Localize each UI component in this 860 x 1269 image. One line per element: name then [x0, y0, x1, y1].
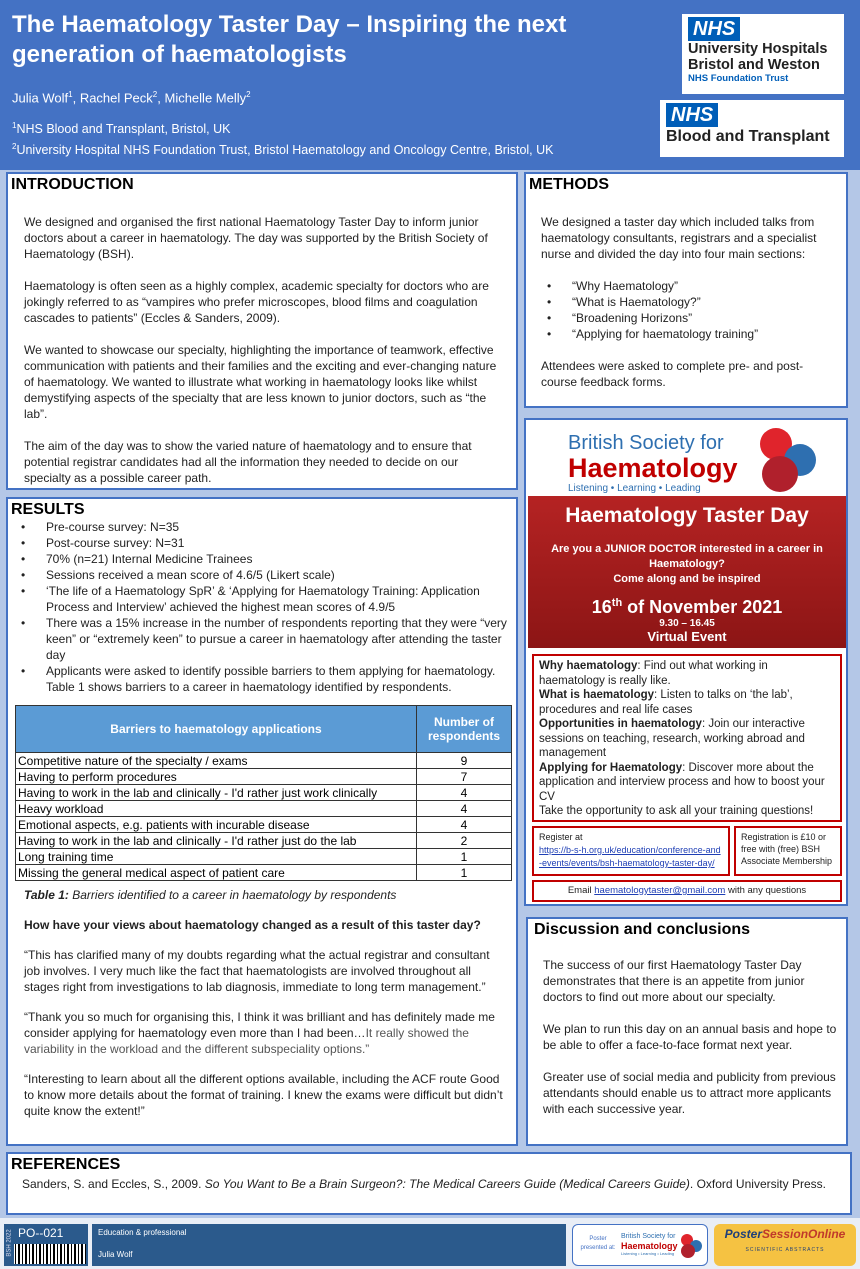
bsh-circles-icon — [679, 1233, 705, 1264]
author-list: Julia Wolf$^1$, Rachel Peck$^2$, Michelle Melly$^2$ — [12, 90, 251, 106]
register-box: Register at https://b-s-h.org.uk/education/conference-and-events/events/bsh-haematology-taster-day/ — [532, 826, 730, 876]
methods-outro: Attendees were asked to complete pre- and post-course feedback forms. — [541, 359, 804, 389]
bsh-circles-icon — [754, 426, 834, 499]
table-row: Competitive nature of the specialty / exams 9 — [16, 753, 512, 769]
nhs-blood-transplant-logo: NHS Blood and Transplant — [660, 100, 844, 157]
advert-title: Haematology Taster Day — [565, 504, 809, 527]
category-block — [92, 1224, 566, 1266]
intro-paragraph: Haematology is often seen as a highly complex, academic specialty for doctors who are jokingly referred to as “vampires who prefer microscopes, blood films and coagulation cascades to patients” (Eccles & Sanders, 2009). — [24, 279, 489, 325]
list-item: • ‘The life of a Haematology SpR’ & ‘Applying for Haematology Training: Application Process and Interview’ achieved the highest mean scores of 4.9/5 — [8, 583, 508, 615]
table-caption: Table 1: Barriers identified to a career in haematology by respondents — [24, 888, 397, 902]
poster-footer — [0, 1218, 860, 1269]
table-row: Missing the general medical aspect of patient care 1 — [16, 865, 512, 881]
list-item: • Applicants were asked to identify possible barriers to them applying for haematology. Table 1 shows barriers to a career in haematology identified by respondents. — [8, 663, 508, 695]
presented-at-block: Poster presented at: British Society for Haematology Listening • Learning • Leading — [572, 1224, 708, 1266]
table-row: Emotional aspects, e.g. patients with incurable disease 4 — [16, 817, 512, 833]
discussion-paragraph: The success of our first Haematology Taster Day demonstrates that there is an appetite from junior doctors to find out more about our specialty. — [543, 958, 805, 1004]
feedback-quote: “This has clarified many of my doubts regarding what the actual registrar and consultant job involves. I very much like the fact that haematologists are involved throughout all stages right from investigations to lab diagnosis, immediate to long term management.” — [24, 948, 490, 994]
list-item: • “What is Haematology?” — [534, 294, 846, 310]
table-row: Having to work in the lab and clinically - I'd rather just do the lab 2 — [16, 833, 512, 849]
poster-title: The Haematology Taster Day – Inspiring the next generation of haematologists — [12, 11, 567, 68]
list-item: • “Why Haematology” — [534, 278, 846, 294]
results-heading: RESULTS — [11, 501, 85, 518]
references-panel — [6, 1152, 852, 1215]
registration-fee-box: Registration is £10 or free with (free) BSH Associate Membership — [734, 826, 842, 876]
taster-day-advert — [524, 418, 848, 906]
results-panel — [6, 497, 518, 1146]
list-item: • Sessions received a mean score of 4.6/5 (Likert scale) — [8, 567, 508, 583]
bsh-footer-logo: British Society for Haematology Listening • Learning • Leading — [621, 1233, 678, 1256]
reference-entry: Sanders, S. and Eccles, S., 2009. So You Want to Be a Brain Surgeon?: The Medical Careers Guide (Medical Careers Guide). Oxford University Press. — [22, 1177, 826, 1191]
feedback-question: How have your views about haematology changed as a result of this taster day? — [24, 918, 481, 932]
introduction-panel — [6, 172, 518, 490]
discussion-panel — [526, 917, 848, 1146]
poster-author: Julia Wolf — [98, 1250, 133, 1259]
affiliation-2: $^2$University Hospital NHS Foundation Trust, Bristol Haematology and Oncology Centre, Bristol, UK — [12, 142, 554, 158]
references-heading: REFERENCES — [11, 1156, 121, 1173]
table-row: Having to work in the lab and clinically - I'd rather just work clinically 4 — [16, 785, 512, 801]
bsh-logo: British Society for Haematology Listening • Learning • Leading — [568, 426, 838, 492]
discussion-paragraph: Greater use of social media and publicity from previous attendants should enable us to attract more applicants with each successive year. — [543, 1070, 836, 1116]
methods-section-list — [526, 278, 846, 342]
discussion-paragraph: We plan to run this day on an annual basis and hope to be able to offer a face-to-face format next year. — [543, 1022, 837, 1052]
list-item: • Post-course survey: N=31 — [8, 535, 508, 551]
feedback-quote: “Thank you so much for organising this, I think it was brilliant and has definitely made me consider applying for haematology even more than I had been…It really showed the variability in the workload and the different subspeciality options.” — [24, 1010, 495, 1056]
nhs-mark: NHS — [688, 17, 740, 41]
intro-paragraph: We wanted to showcase our specialty, highlighting the importance of teamwork, effective communication with patients and their families and the exciting and ever-changing nature of haematology. We wanted to illustrate what working in haematology looks like whilst demystifying aspects of the specialty that are less known to junior doctors, such as “the lab”. — [24, 343, 497, 421]
nhs-mark: NHS — [666, 103, 718, 127]
list-item: • Pre-course survey: N=35 — [8, 519, 508, 535]
table-header-barrier: Barriers to haematology applications — [16, 706, 417, 753]
nhs-uhbw-logo: NHS University Hospitals Bristol and Weston NHS Foundation Trust — [682, 14, 844, 94]
barcode-icon — [14, 1244, 86, 1264]
email-box: Email haematologytaster@gmail.com with any questions — [532, 880, 842, 902]
table-row: Heavy workload 4 — [16, 801, 512, 817]
list-item: • “Applying for haematology training” — [534, 326, 846, 342]
feedback-quote: “Interesting to learn about all the different options available, including the ACF route Good to know more details about the format of training. I knew the exams were difficult but didn’t quite know the extent!” — [24, 1072, 503, 1118]
table-header-count: Number of respondents — [417, 706, 512, 753]
introduction-heading: INTRODUCTION — [11, 176, 134, 193]
methods-heading: METHODS — [529, 176, 609, 193]
author-name: Julia Wolf — [12, 90, 69, 106]
advert-banner: Haematology Taster Day Are you a JUNIOR DOCTOR interested in a career in Haematology? Come along and be inspired 16th of November 2021 9.30 – 16.45 Virtual Event — [528, 496, 846, 648]
poster-category: Education & professional — [98, 1228, 187, 1237]
intro-paragraph: We designed and organised the first national Haematology Taster Day to inform junior doctors about a career in haematology. The day was supported by the British Society of Haematology (BSH). — [24, 215, 488, 261]
intro-paragraph: The aim of the day was to show the varied nature of haematology and to ensure that potential registrar candidates had all the information they needed to decide on our specialty as a possible career path. — [24, 439, 472, 485]
table-row: Long training time 1 — [16, 849, 512, 865]
poster-code: PO--021 — [18, 1226, 64, 1240]
affiliation-1: $^1$NHS Blood and Transplant, Bristol, UK — [12, 121, 231, 137]
poster-header — [0, 0, 860, 170]
author-name: Rachel Peck — [79, 90, 153, 106]
register-link[interactable]: https://b-s-h.org.uk/education/conference-and-events/events/bsh-haematology-taster-day/ — [539, 845, 721, 868]
list-item: • There was a 15% increase in the number of respondents reporting that they were “very keen” or “extremely keen” to pursue a career in haematology after attending the taster day — [8, 615, 508, 663]
barriers-table — [15, 705, 512, 881]
email-link[interactable]: haematologytaster@gmail.com — [594, 885, 726, 896]
list-item: • 70% (n=21) Internal Medicine Trainees — [8, 551, 508, 567]
poster-id-block: BSH 2022 PO--021 — [4, 1224, 88, 1266]
list-item: • “Broadening Horizons” — [534, 310, 846, 326]
author-name: Michelle Melly — [164, 90, 247, 106]
advert-agenda: Why haematology: Find out what working in haematology is really like. What is haematology: Listen to talks on ‘the lab’, procedures and real life cases Opportunities in haematology: Join our interactive sessions on teaching, research, working abroad and management Applying for Haematology: Discover more about the application and interview process and how to boost your CV Take the opportunity to ask all your training questions! — [532, 654, 842, 822]
methods-panel — [524, 172, 848, 408]
discussion-heading: Discussion and conclusions — [534, 921, 751, 938]
results-bullets — [8, 519, 516, 695]
affiliations — [12, 117, 553, 159]
poster-session-online-logo: PosterSessionOnline SCIENTIFIC ABSTRACTS — [714, 1224, 856, 1266]
methods-intro: We designed a taster day which included talks from haematology consultants, registrars and a specialist nurse and divided the day into four main sections: — [541, 215, 817, 261]
advert-date: 16th of November 2021 — [591, 597, 783, 617]
table-row: Having to perform procedures 7 — [16, 769, 512, 785]
